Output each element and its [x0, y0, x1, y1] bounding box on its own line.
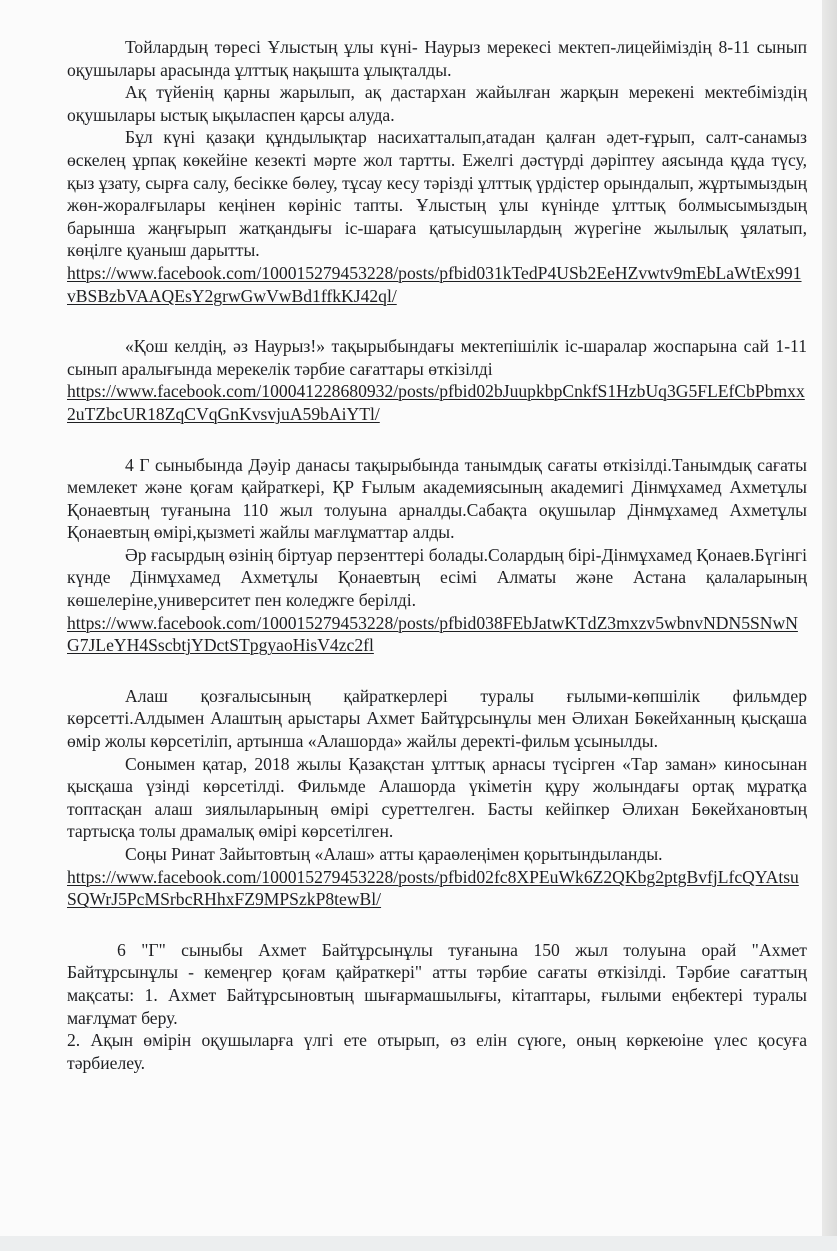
- paragraph-traditions: Бұл күні қазақи құндылықтар насихатталып,атадан қалған әдет-ғұрып, салт-санамыз өскелең ұрпақ көкейіне кезекті мәрте жол тартты. Ежелгі дәстүрді дәріптеу аясында құда түсу, қыз ұзату, сырға салу, бесікке бөлеу, тұсау кесу тәрізді ұлттық үрдістер орындалып, жұртымыздың жөн-жоралғылары кеңінен көрініс тапты. Ұлыстың ұлы күнінде ұлттық болмысымыздың барынша жаңғырып жатқандығы іс-шараға қатысушылардың жүрегіне жылылық ұялатып, көңілге қуаныш дарытты.: [67, 127, 807, 261]
- document-body: [67, 36, 807, 1074]
- paragraph-konaev-hour: 4 Г сыныбында Дәуір данасы тақырыбында танымдық сағаты өткізілді.Танымдық сағаты мемлекет және қоғам қайраткері, ҚР Ғылым академиясының академигі Дінмұхамед Ахметұлы Қонаевтың туғанына 110 жыл толуына арналды.Сабақта оқушылар Дінмұхамед Ахметұлы Қонаевтың өмірі,қызметі жайлы мағлұматтар алды.: [67, 454, 807, 543]
- page-edge-shadow: [822, 0, 837, 1236]
- bottom-strip: [0, 1236, 837, 1251]
- facebook-link-3[interactable]: https://www.facebook.com/100015279453228/posts/pfbid038FEbJatwKTdZ3mxzv5wbnvNDN5SNwNG7JLeYH4SscbtjYDctSTpgyaoHisV4zc2fl: [67, 612, 798, 656]
- paragraph-konaev-legacy: Әр ғасырдың өзінің біртуар перзенттері болады.Солардың бірі-Дінмұхамед Қонаев.Бүгінгі күнде Дінмұхамед Ахметұлы Қонаевтың есімі Алматы және Астана қалаларының көшелеріне,университет пен коледжге берілді.: [67, 544, 807, 611]
- paragraph-celebration: Ақ түйенің қарны жарылып, ақ дастархан жайылған жарқын мерекені мектебіміздің оқушылары ыстық ықыласпен қарсы алуда.: [67, 82, 807, 125]
- spacer: [67, 426, 807, 454]
- spacer: [67, 911, 807, 939]
- paragraph-goal-two: 2. Ақын өмірін оқушыларға үлгі ете отырып, өз елін сүюге, оның көркеюіне үлес қосуға тәрбиелеу.: [67, 1030, 807, 1073]
- paragraph-alash-films: Алаш қозғалысының қайраткерлері туралы ғылыми-көпшілік фильмдер көрсетті.Алдымен Алаштың арыстары Ахмет Байтұрсынұлы мен Әлихан Бөкейханның қысқаша өмір жолы көрсетіліп, артынша «Алашорда» жайлы деректі-фильм ұсынылды.: [67, 685, 807, 752]
- spacer: [67, 657, 807, 685]
- paragraph-kosh-keldin: «Қош келдің, әз Наурыз!» тақырыбындағы мектепішілік іс-шаралар жоспарына сай 1-11 сынып аралығында мерекелік тәрбие сағаттары өткізілді: [67, 336, 807, 379]
- paragraph-tar-zaman: Сонымен қатар, 2018 жылы Қазақстан ұлттық арнасы түсірген «Тар заман» киносынан қысқаша үзінді көрсетілді. Фильмде Алашорда үкіметін құру жолындағы ортақ мұратқа топтасқан алаш зиялыларының өмірі суреттелген. Басты кейіпкер Әлихан Бөкейхановтың тартысқа толы драмалық өмірі көрсетілген.: [67, 753, 807, 842]
- paragraph-alash-song: Соңы Ринат Зайытовтың «Алаш» атты қараөлеңімен қорытындыланды.: [125, 844, 663, 864]
- paragraph-nauryz-intro: Тойлардың төресі Ұлыстың ұлы күні- Наурыз мерекесі мектеп-лицейіміздің 8-11 сынып оқушылары арасында ұлттық нақышта ұлықталды.: [67, 37, 807, 80]
- facebook-link-4[interactable]: https://www.facebook.com/100015279453228/posts/pfbid02fc8XPEuWk6Z2QKbg2ptgBvfjLfcQYAtsuSQWrJ5PcMSrbcRHhxFZ9MPSzkP8tewBl/: [67, 866, 799, 910]
- facebook-link-2[interactable]: https://www.facebook.com/100041228680932/posts/pfbid02bJuupkbpCnkfS1HzbUq3G5FLEfCbPbmxx2uTZbcUR18ZqCVqGnKvsvjuA59bAiYTl/: [67, 381, 805, 424]
- facebook-link-1[interactable]: https://www.facebook.com/100015279453228/posts/pfbid031kTedP4USb2EeHZvwtv9mEbLaWtEx991vBSBzbVAAQEsY2grwGwVwBd1ffkKJ42ql/: [67, 262, 802, 306]
- paragraph-baitursynuly-hour: 6 "Г" сыныбы Ахмет Байтұрсынұлы туғанына 150 жыл толуына орай "Ахмет Байтұрсынұлы - кемеңгер қоғам қайраткері" атты тәрбие сағаты өткізілді. Тәрбие сағаттың мақсаты: 1. Ахмет Байтұрсыновтың шығармашылығы, кітаптары, ғылыми еңбектері туралы мағлұмат беру.: [67, 939, 807, 1028]
- spacer: [67, 307, 807, 335]
